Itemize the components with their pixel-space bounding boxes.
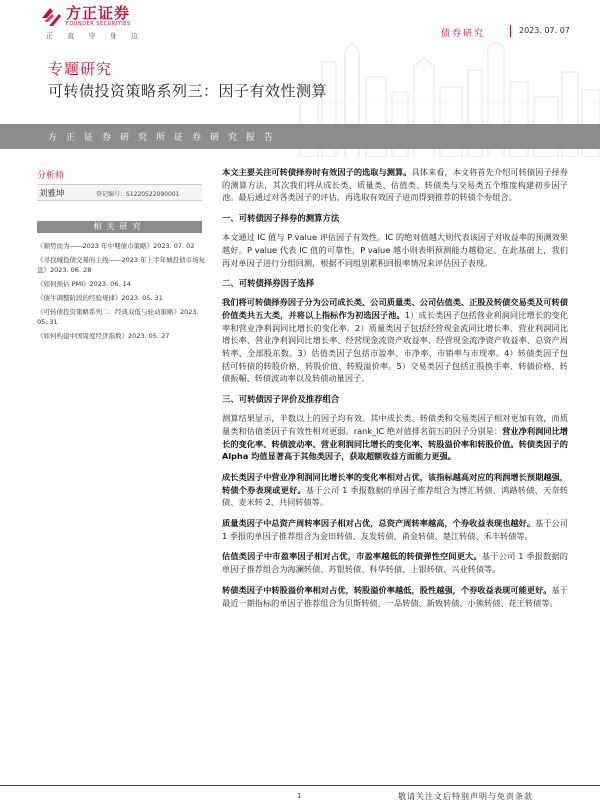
- related-item[interactable]: 《寻找城投债交易的主线——2023 年上半年城投债市场复盘》2023. 06. 28: [37, 256, 206, 274]
- related-item[interactable]: 《顺势而为——2023 年中期债市策略》2023. 07. 02: [37, 242, 195, 250]
- section-3-p3-text: 基于公司 1 季报的单因子推荐组合为金田转债、友发转债、甬金转债、楚江转债、禾丰转债等。: [222, 518, 568, 541]
- section-3-p3-bold: 质量类因子中总资产周转率因子相对占优，总资产周转率越高，个券收益表现也越好。: [222, 518, 536, 529]
- section-3-paragraph-2: [222, 471, 568, 509]
- report-date: 2023. 07. 07: [519, 26, 570, 35]
- section-3-p1-text: 测算结果显示，半数以上的因子均有效。其中成长类、转债类和交易类因子相对更加有效，而质量类和估值类因子有效性相对更弱。rank_IC 绝对值排名前五的因子分别是：: [222, 413, 568, 436]
- section-3-paragraph-3: [222, 517, 568, 542]
- section-3-paragraph-1: [222, 412, 568, 463]
- section-3-p2-text: 基于公司 1 季报数据的单因子推荐组合为博汇转债、鸿路转债、天奈转债、麦米转 2、共同转债等。: [222, 484, 568, 508]
- institute-strip-text: 方正证券研究所证券研究报告: [48, 133, 283, 143]
- header-divider: [510, 25, 511, 37]
- section-3-p1-bold: 营业净利润同比增长的变化率、转债波动率、营业利润同比增长的变化率、转股溢价率和转股价值。转债类因子的 Alpha 均值显著高于其他类因子，获取超额收益方面能力更强。: [222, 425, 568, 462]
- logo-mark-icon: [40, 6, 62, 28]
- related-research-heading: 相关研究: [37, 221, 202, 233]
- intro-bold: 本文主要关注可转债择券时有效因子的选取与测算。: [222, 167, 412, 177]
- related-item[interactable]: 《可转债投资策略系列二：经典双低与轮动策略》2023. 05. 31: [37, 308, 199, 326]
- section-1-title: 一、可转债因子择券的测算方法: [222, 213, 340, 224]
- special-report-label: 专题研究: [48, 60, 113, 78]
- report-category: 债券研究: [441, 29, 486, 39]
- footer-divider: [0, 785, 600, 786]
- section-3-paragraph-4: [222, 550, 568, 575]
- section-3-p2-bold: 成长类因子中营业净利润同比增长率的变化率相对占优，该指标越高对应的利润增长预期越强，转债个券表现或更好。: [222, 471, 568, 495]
- section-3-p4-bold: 估值类因子中市盈率因子相对占优，市盈率越低的转债弹性空间更大。: [222, 551, 482, 562]
- analyst-label: 分析师: [37, 171, 65, 181]
- disclaimer-note[interactable]: 敬请关注文后特别声明与免责条款: [398, 792, 533, 800]
- intro-text: 具体来看，本文将首先介绍可转债因子择券的测算方法，其次我们将从成长类、质量类、估值类、转债类与交易类五个维度构建初步因子池。最后通过对各类因子的评估，再选取有效因子进而得到推荐的转债个券组合。: [222, 167, 568, 203]
- related-item[interactable]: 《债牛调整阶段的经验规律》2023. 05. 31: [37, 294, 163, 302]
- analyst-name: 刘雅坤: [39, 189, 65, 199]
- report-title: 可转债投资策略系列三：因子有效性测算: [48, 82, 328, 100]
- related-item[interactable]: 《如何构建中国周度经济指数》2023. 05. 27: [37, 332, 170, 340]
- company-logo: [40, 6, 131, 28]
- section-2-bold: 我们将可转债择券因子分为公司成长类、公司质量类、公司估值类、正股及转债交易类及可转债价值类共五大类，并将以上指标作为初选因子池。: [222, 297, 568, 320]
- section-2-body: [222, 296, 568, 385]
- section-3-p4-text: 基于公司 1 季报数据的单因子推荐组合为海澜转债、苏银转债、科华转债、上银转债、兴业转债等。: [222, 551, 568, 575]
- section-3-title: 三、可转债因子评价及推荐组合: [222, 394, 340, 405]
- section-3-p5-bold: 转债类因子中转股溢价率相对占优，转股溢价率越低，股性越强，个券收益表现可能更好。: [222, 584, 552, 595]
- main-content: [222, 166, 568, 609]
- section-2-text: 1）成长类因子包括营业利润同比增长的变化率和营业净利润同比增长的变化率。2）质量类因子包括经营现金流同比增长率、营业利润同比增长率、营业净利润同比增长率、经营现金流资产收益率、经营现金流净资产收益率、总资产周转率、全部股东数。3）估值类因子包括市盈率、市净率、市销率与市现率。4）转债类因子包括可转债的转股价格、转股价值、转股溢价率。5）交易类因子包括正股换手率、转债价格、转债振幅、转债波动率以及转债动量因子。: [222, 309, 568, 384]
- company-slogan: 正 直 守 身 边: [46, 32, 144, 40]
- related-item[interactable]: 《如何预估 PMI》2023. 06. 14: [37, 280, 131, 288]
- section-3-paragraph-5: [222, 584, 568, 609]
- related-research-list: [37, 241, 207, 345]
- section-3-p5-text: 基于最近一期指标的单因子推荐组合为贝斯转债、一品转债、新致转债、小熊转债、花王转债等。: [222, 584, 568, 608]
- analyst-registration: 登记编号：S1220522090001: [96, 191, 180, 198]
- intro-paragraph: [222, 166, 568, 204]
- logo-name: 方正证券: [66, 4, 131, 22]
- page-number: 1: [297, 792, 302, 800]
- section-2-title: 二、可转债择券因子选择: [222, 278, 315, 289]
- logo-english-name: FOUNDER SECURITIES: [66, 21, 131, 27]
- section-1-body: 本文通过 IC 值与 P value 评估因子有效性。IC 的绝对值越大则代表该因子对收益率的预测效果越好。P value 代表 IC 值的可靠性，P value 越小则表明预测能力越稳定。在此基础上，我们再对单因子进行分组回测，根据不同组别累积回报率情况来评估因子表现。: [222, 232, 568, 268]
